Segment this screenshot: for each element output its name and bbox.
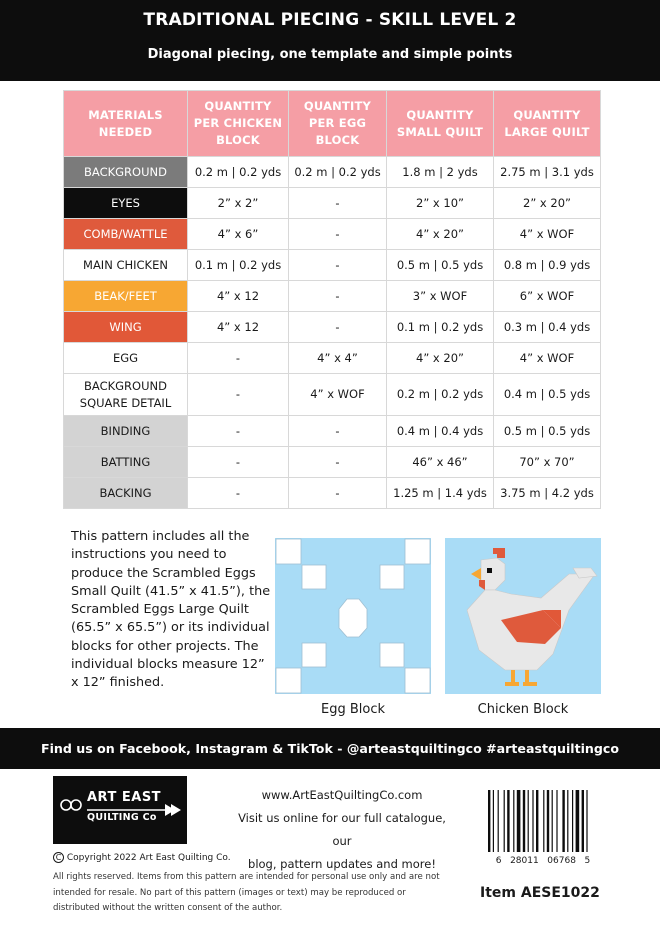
quantity-cell: 0.1 m | 0.2 yds: [188, 250, 289, 281]
column-header-line: PER EGG: [308, 116, 367, 130]
quantity-cell: 6” x WOF: [494, 281, 601, 312]
visit-line-2: blog, pattern updates and more!: [248, 857, 436, 871]
column-header: [188, 91, 289, 157]
material-label: BATTING: [100, 454, 151, 469]
quantity-cell: 4” x 4”: [289, 343, 387, 374]
column-header-line: SMALL QUILT: [396, 124, 484, 139]
barcode-number: 6 28011 06768 5: [495, 856, 591, 866]
brand-logo: [53, 776, 187, 844]
table-row: [64, 478, 601, 509]
quantity-cell: 4” x 20”: [387, 219, 494, 250]
quantity-cell: 0.2 m | 0.2 yds: [289, 157, 387, 188]
barcode-bar: [507, 790, 509, 852]
column-header-line: LARGE QUILT: [504, 124, 590, 139]
material-swatch-cell: [64, 188, 188, 219]
table-row: [64, 188, 601, 219]
quantity-cell: 4” x 20”: [387, 343, 494, 374]
barcode-bar: [504, 790, 505, 852]
quantity-cell: -: [289, 188, 387, 219]
quantity-cell: 4” x 6”: [188, 219, 289, 250]
quantity-cell: 4” x WOF: [289, 374, 387, 416]
barcode-bar: [556, 790, 557, 852]
material-swatch-cell: [64, 374, 188, 416]
barcode-bar: [572, 790, 573, 852]
page-title: TRADITIONAL PIECING - SKILL LEVEL 2: [143, 10, 517, 30]
table-row: [64, 374, 601, 416]
material-label: BACKING: [99, 485, 152, 500]
table-body: [64, 157, 601, 509]
column-header-line: PER CHICKEN: [193, 116, 283, 130]
barcode-bar: [562, 790, 564, 852]
barcode-bar: [576, 790, 580, 852]
barcode-bar: [523, 790, 525, 852]
barcode-bar: [488, 790, 490, 852]
quantity-cell: -: [289, 250, 387, 281]
rights-notice: All rights reserved. Items from this pattern are intended for personal use only and are not intended for resale. No part of this pattern (images or text) may be reproduced or distributed without the written consent of the author.: [53, 872, 440, 913]
copyright-text: Copyright 2022 Art East Quilting Co.: [66, 853, 231, 863]
quantity-cell: -: [289, 416, 387, 447]
barcode-bar: [536, 790, 538, 852]
barcode-bar: [513, 790, 514, 852]
barcode-bar: [586, 790, 587, 852]
quantity-cell: -: [289, 447, 387, 478]
barcode-bar: [493, 790, 494, 852]
material-swatch-cell: [64, 312, 188, 343]
page-subtitle: Diagonal piecing, one template and simple points: [147, 47, 513, 62]
quantity-cell: 0.1 m | 0.2 yds: [387, 312, 494, 343]
quantity-cell: 0.3 m | 0.4 yds: [494, 312, 601, 343]
quantity-cell: 4” x 12: [188, 312, 289, 343]
column-header-line: BLOCK: [315, 133, 360, 147]
quantity-cell: 0.5 m | 0.5 yds: [387, 250, 494, 281]
quantity-cell: 1.25 m | 1.4 yds: [387, 478, 494, 509]
quantity-cell: -: [289, 219, 387, 250]
material-label: BINDING: [100, 423, 151, 438]
quantity-cell: 0.2 m | 0.2 yds: [188, 157, 289, 188]
column-header-line: NEEDED: [98, 124, 153, 139]
quantity-cell: 4” x WOF: [494, 219, 601, 250]
quantity-cell: 0.4 m | 0.4 yds: [387, 416, 494, 447]
barcode-bar: [552, 790, 553, 852]
column-header: [64, 91, 188, 157]
social-bar: Find us on Facebook, Instagram & TikTok - @arteastquiltingco #arteastquiltingco: [0, 728, 660, 769]
quantity-cell: -: [188, 447, 289, 478]
material-label: EGG: [112, 350, 139, 365]
material-label: MAIN CHICKEN: [83, 257, 168, 272]
material-label: BACKGROUND: [84, 378, 167, 393]
barcode-bar: [498, 790, 499, 852]
logo-text-line1: ART EAST: [87, 790, 162, 805]
barcode-bar: [582, 790, 584, 852]
barcode-bar: [543, 790, 544, 852]
column-header-line: QUANTITY: [204, 99, 272, 113]
quantity-cell: -: [188, 416, 289, 447]
material-label: COMB/WATTLE: [83, 226, 168, 241]
quantity-cell: -: [188, 478, 289, 509]
chicken-eye: [487, 568, 492, 573]
logo-text-line2: QUILTING Co: [87, 812, 157, 823]
quantity-cell: 4” x 12: [188, 281, 289, 312]
column-header-line: MATERIALS: [88, 107, 163, 122]
barcode-bar: [567, 790, 568, 852]
quantity-cell: 0.4 m | 0.5 yds: [494, 374, 601, 416]
quantity-cell: 46” x 46”: [387, 447, 494, 478]
table-header-row: [64, 91, 601, 157]
quantity-cell: 2.75 m | 3.1 yds: [494, 157, 601, 188]
quantity-cell: 3” x WOF: [387, 281, 494, 312]
material-label: BACKGROUND: [84, 164, 167, 179]
pattern-description: This pattern includes all the instructions you need to produce the Scrambled Eggs Small Quilt (41.5” x 41.5”), the Scrambled Eggs Large Quilt (65.5” x 65.5”) or its individual blocks for other projects. The individual blocks measure 12” x 12” finished.: [71, 529, 271, 691]
copyright-icon: C: [53, 852, 64, 863]
quantity-cell: 2” x 10”: [387, 188, 494, 219]
barcode-bar: [528, 790, 529, 852]
material-swatch-cell: [64, 219, 188, 250]
barcode-bars: [486, 788, 600, 854]
table-row: [64, 281, 601, 312]
barcode-bar: [517, 790, 521, 852]
barcode-bar: [532, 790, 533, 852]
quantity-cell: 0.8 m | 0.9 yds: [494, 250, 601, 281]
barcode-bar: [547, 790, 549, 852]
quantity-cell: 0.5 m | 0.5 yds: [494, 416, 601, 447]
copyright-line: [53, 852, 231, 863]
quantity-cell: 1.8 m | 2 yds: [387, 157, 494, 188]
website-link[interactable]: www.ArtEastQuiltingCo.com: [261, 788, 423, 802]
column-header: [289, 91, 387, 157]
column-header-line: BLOCK: [216, 133, 260, 147]
chicken-leg-right: [525, 670, 529, 684]
material-label: WING: [109, 319, 142, 334]
egg-shape: [339, 599, 367, 637]
quantity-cell: 4” x WOF: [494, 343, 601, 374]
quantity-cell: -: [188, 374, 289, 416]
table-row: [64, 343, 601, 374]
barcode: [486, 788, 600, 866]
chicken-leg-left: [511, 670, 515, 684]
column-header-line: QUANTITY: [303, 99, 372, 113]
quantity-cell: 2” x 20”: [494, 188, 601, 219]
quantity-cell: 70” x 70”: [494, 447, 601, 478]
column-header-line: QUANTITY: [406, 107, 474, 122]
quantity-cell: 3.75 m | 4.2 yds: [494, 478, 601, 509]
egg-block-caption: Egg Block: [320, 702, 385, 717]
chicken-block-illustration: [445, 538, 601, 694]
quantity-cell: -: [289, 312, 387, 343]
table-row: [64, 157, 601, 188]
material-label: BEAK/FEET: [94, 288, 157, 303]
materials-table: [63, 90, 601, 509]
column-header: [387, 91, 494, 157]
quantity-cell: 2” x 2”: [188, 188, 289, 219]
column-header-line: QUANTITY: [513, 107, 581, 122]
table-row: [64, 416, 601, 447]
egg-block-illustration: [275, 538, 431, 694]
table-row: [64, 250, 601, 281]
material-label: EYES: [111, 195, 140, 210]
quantity-cell: -: [289, 478, 387, 509]
material-swatch-cell: [64, 416, 188, 447]
quantity-cell: -: [188, 343, 289, 374]
table-row: [64, 219, 601, 250]
material-swatch-cell: [64, 343, 188, 374]
material-swatch-cell: [64, 157, 188, 188]
material-swatch-cell: [64, 447, 188, 478]
quantity-cell: 0.2 m | 0.2 yds: [387, 374, 494, 416]
item-code: Item AESE1022: [480, 885, 600, 901]
material-label: SQUARE DETAIL: [79, 395, 172, 410]
material-swatch-cell: [64, 478, 188, 509]
column-header: [494, 91, 601, 157]
website-block: [230, 784, 454, 876]
page-header: [0, 0, 660, 81]
table-row: [64, 312, 601, 343]
material-swatch-cell: [64, 281, 188, 312]
visit-line-1: Visit us online for our full catalogue, our: [238, 811, 446, 848]
material-swatch-cell: [64, 250, 188, 281]
table-row: [64, 447, 601, 478]
chicken-block-caption: Chicken Block: [477, 702, 569, 717]
quantity-cell: -: [289, 281, 387, 312]
